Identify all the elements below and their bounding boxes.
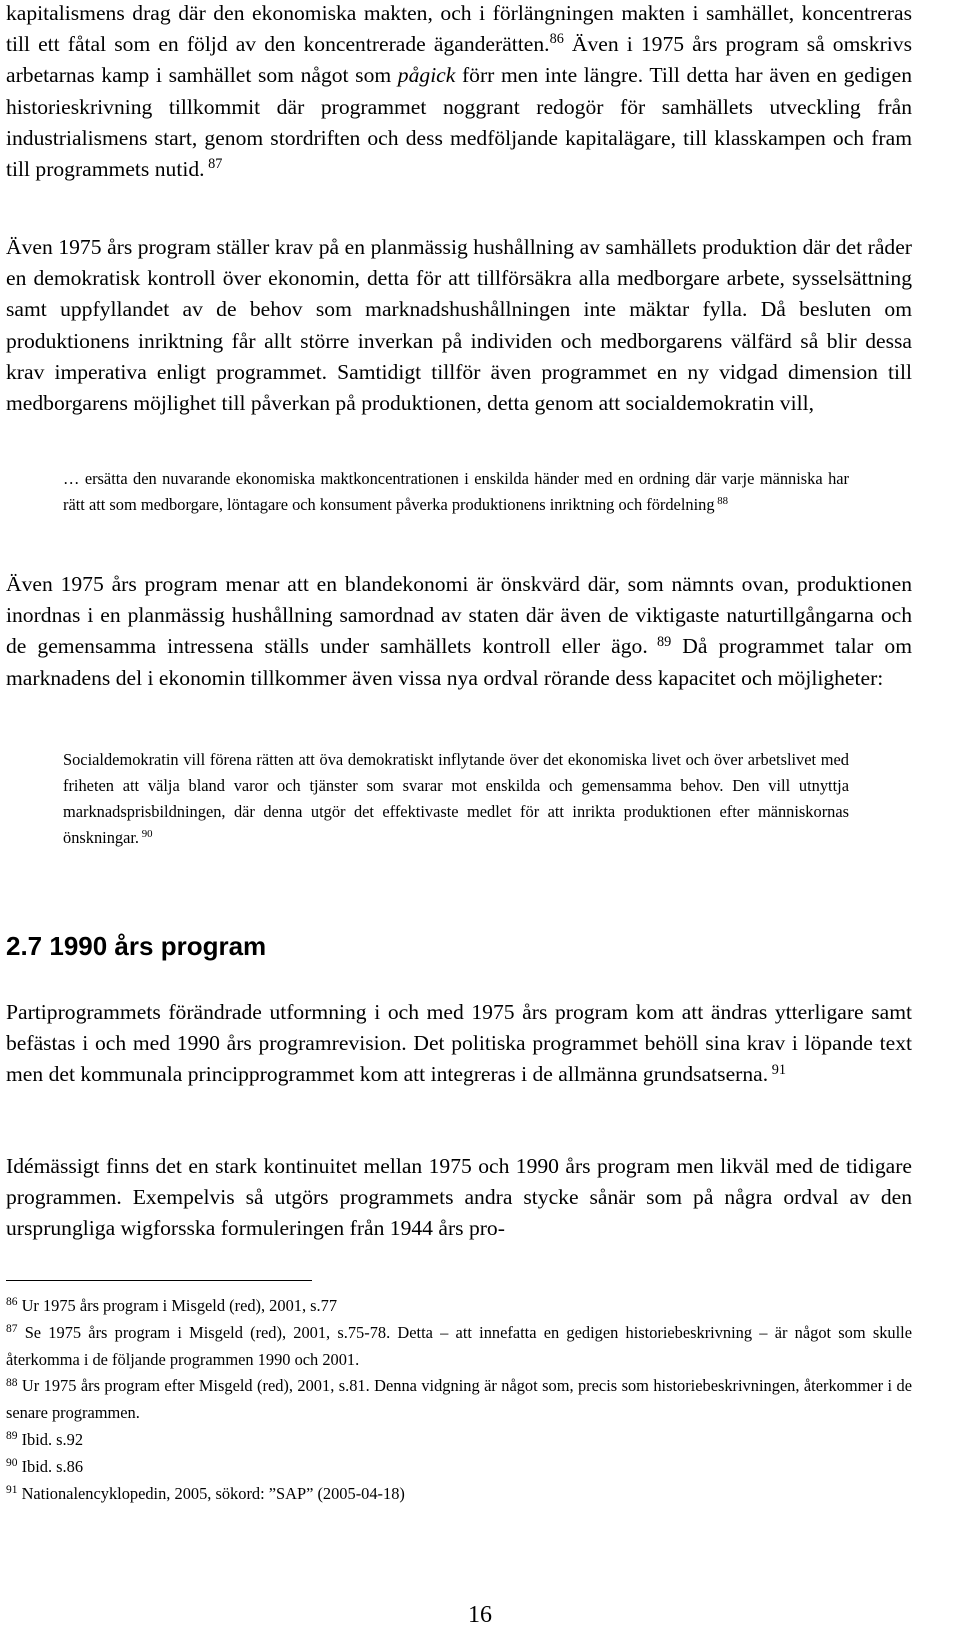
footnote-number: 88 <box>6 1376 18 1389</box>
italic-word: pågick <box>397 63 456 88</box>
block-quote-1-text: … ersätta den nuvarande ekonomiska maktkoncentrationen i enskilda händer med en ordning där varje människa har rätt att som medborgare, löntagare och konsument påverka produktionens inriktning och fördelning <box>63 469 849 514</box>
footnote-text: Nationalencyklopedin, 2005, sökord: ”SAP” (2005-04-18) <box>17 1483 405 1503</box>
footnote-text: Ibid. s.86 <box>17 1456 84 1476</box>
footnote-number: 87 <box>6 1323 18 1336</box>
footnote-number: 91 <box>6 1483 18 1496</box>
paragraph-2 <box>6 232 912 419</box>
paragraph-2-text: Även 1975 års program ställer krav på en planmässig hushållning av samhällets produktion där det råder en demokratisk kontroll över ekonomin, detta för att tillförsäkra alla medborgare arbete, sysselsättning samt uppfyllandet av de behov som marknadshushållningen inte mäktar fylla. Då besluten om produktionens inriktning får allt större inverkan på individen och medborgarens välfärd så blir dessa krav imperativa enligt programmet. Samtidigt tillför även programmet en ny vidgad dimension till medborgarens möjlighet till påverkan på produktionen, detta genom att socialdemokratin vill, <box>6 235 912 416</box>
paragraph-5-text: Idémässigt finns det en stark kontinuitet mellan 1975 och 1990 års program men likväl med de tidigare programmen. Exempelvis så utgörs programmets andra stycke sånär som på några ordval av den ursprungliga wigforsska formuleringen från 1944 års pro- <box>6 1154 912 1241</box>
footnote-text: Ibid. s.92 <box>17 1429 84 1449</box>
footnote-ref-91: 91 <box>768 1061 786 1078</box>
footnote-number: 90 <box>6 1457 18 1470</box>
footnote-number: 86 <box>6 1296 18 1309</box>
footnote-text: Ur 1975 års program i Misgeld (red), 2001, s.77 <box>17 1296 338 1315</box>
footnote-88 <box>6 1373 912 1427</box>
paragraph-3-text-b: Då programmet talar om marknadens del i ekonomin tillkommer även vissa nya ordval rörande dess kapacitet och möjligheter: <box>6 634 913 690</box>
block-quote-1 <box>63 466 849 518</box>
block-quote-2 <box>63 747 849 851</box>
paragraph-3-text-a: Även 1975 års program menar att en blandekonomi är önskvärd där, som nämnts ovan, produktionen inordnas i en planmässig hushållning samordnad av staten där även de viktigaste naturtillgångarna och de gemensamma intressena ställs under samhällets kontroll eller ägo. <box>6 572 912 659</box>
footnote-ref-87: 87 <box>204 156 223 173</box>
paragraph-1-text-a: kapitalismens drag där den ekonomiska makten, och i förlängningen makten i samhället, koncentreras till ett fåtal som en följd av den koncentrerade äganderätten. <box>6 1 912 57</box>
page-number: 16 <box>468 1602 492 1628</box>
block-quote-2-text: Socialdemokratin vill förena rätten att öva demokratiskt inflytande över det ekonomiska livet och över arbetslivet med friheten att välja bland varor och tjänster som svarar mot enskilda och gemensamma behov. Den vill utnyttja marknadsprisbildningen, där denna utgör det effektivaste medlet för att inrikta produktionen efter människornas önskningar. <box>63 750 849 847</box>
footnote-90 <box>6 1454 912 1481</box>
footnote-91 <box>6 1481 912 1508</box>
footnote-text: Se 1975 års program i Misgeld (red), 2001, s.75-78. Detta – att innefatta en gedigen historiebeskrivning – är något som skulle återkomma i de följande programmen 1990 och 2001. <box>6 1322 912 1369</box>
footnote-ref-90: 90 <box>139 828 153 841</box>
paragraph-3 <box>6 569 912 694</box>
paragraph-4-text: Partiprogrammets förändrade utformning i och med 1975 års program kom att ändras ytterligare samt befästas i och med 1990 års programrevision. Det politiska programmet behöll sina krav i löpande text men det kommunala principprogrammet kom att integreras i de allmänna grundsatserna. <box>6 1000 912 1087</box>
paragraph-1-text-c: förr men inte längre. Till detta har även en gedigen historieskrivning tillkommit där programmet noggrant redogör för samhällets utveckling från industrialismens start, genom stordriften och dess medföljande kapitalägare, till klasskampen och fram till programmets nutid. <box>6 63 912 182</box>
footnote-ref-89: 89 <box>647 633 672 650</box>
footnote-87 <box>6 1320 912 1374</box>
footnote-ref-88: 88 <box>714 495 729 508</box>
paragraph-4 <box>6 997 912 1091</box>
footnotes <box>6 1293 912 1507</box>
paragraph-5 <box>6 1151 912 1245</box>
footnote-text: Ur 1975 års program efter Misgeld (red), 2001, s.81. Denna vidgning är något som, precis som historiebeskrivningen, återkommer i de senare programmen. <box>6 1376 912 1423</box>
footnote-89 <box>6 1427 912 1454</box>
footnote-ref-86: 86 <box>549 31 564 48</box>
footnote-86 <box>6 1293 912 1320</box>
footnote-number: 89 <box>6 1430 18 1443</box>
paragraph-1-text-b: Även i 1975 års program så omskrivs arbetarnas kamp i samhället som något som <box>6 32 912 88</box>
section-heading: 2.7 1990 års program <box>6 931 267 961</box>
footnote-separator <box>6 1280 312 1281</box>
paragraph-1 <box>6 0 912 185</box>
